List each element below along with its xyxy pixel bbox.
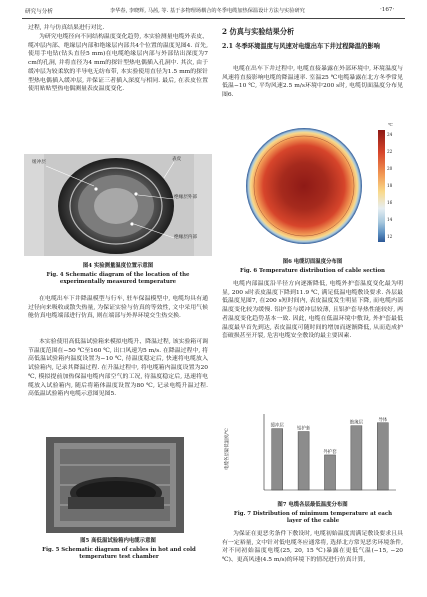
bar-1 (298, 432, 309, 490)
fig6-caption-cn: 图6 电缆切面温度分布图 (282, 259, 343, 265)
colorbar-tick: 24 (387, 132, 393, 137)
section-2-1-title: 2.1 冬季环境温度与风速对电缆出车下井过程降温的影响 (222, 43, 380, 50)
fig4-label-skin: 表皮 (172, 157, 182, 162)
colorbar-tick: 20 (387, 166, 393, 171)
left-para-4: 本实验使用高低温试验箱来模拟电缆升、降温过程, 该实验箱可调节温度范围在−50 ℃至160 ℃, 出口风速为5 m/s. 在降温过程中, 将高低温试验箱内温度设置为−10 ℃, 待温度稳定后, 快速将电缆放入试验箱内, 记录其降温过程. 在升温过程中, 将电缆箱内温度设置为20 ℃, 模拟提前加热保温电缆内部空气的工况, 待温度稳定后, 迅速将电缆放入试验箱内, 随后将箱体温度设置为80 ℃, 记录电缆升温过程. 高低温试验箱内电缆示意图见图5. (28, 339, 208, 398)
fig6-caption-en: Fig. 6 Temperature distribution of cable section (240, 268, 385, 274)
bar-2 (324, 455, 335, 490)
header-section: 研究与分析 (25, 9, 53, 15)
bar-4 (377, 423, 388, 490)
fig4-caption-cn: 图4 实验测量温度位置示意图 (82, 263, 154, 269)
cable-cross-section-photo (24, 154, 212, 256)
fig4-label-insulation-inner: 绝缘层内部 (174, 235, 197, 240)
right-para-1: 电缆在出车下井过程中, 电缆直接暴露在外部环境中, 环境温度与风速将直接影响电缆的降温速率. 室温25 ℃电缆暴露在北方冬季常见低温−10 ℃, 平均风速2.5 m/s环境中200 s时, 电缆切面温度分布见图6. (222, 66, 403, 99)
left-para-2: 为研究电缆径向不同结构温度变化趋势, 本实验测量电缆外表皮、缆冲层内部、绝缘层内部和绝缘层内部共4个位置的温度见图4. 首先, 使用手电钻(钻头直径5 mm)在电缆绝缘层内部与外部钻出深度为7 cm的孔洞, 并将直径为4 mm的探针型热电偶插入孔洞中. 其次, 由于缓冲层为较柔软的半导电无纺布带, 本实验使用直径为1.5 mm的探针型热电偶插入缓冲层, 并保证三者插入深度与相同. 最后, 在表皮位置使用贴贴型热电偶测量表皮温度变化. (28, 34, 208, 93)
header-citation: 李华春, 李晓辉, 马茜, 等. 基于多物理场耦合的冬季电缆加热保温设计方法与实验研究 (110, 8, 305, 14)
bar-label-1: 铝护套 (297, 426, 311, 432)
right-para-2: 电缆内部温度沿半径方向逐渐降低, 电缆外护套温度变化最为明显, 200 s时表皮温度下降到11.9 ℃, 满足低温电缆敷设要求. 各层最低温度见图7, 在200 s短时间内, 表皮温度发生明显下降, 而电缆内部温度变化较为缓慢. 铝护套与缓冲层较薄, 且铝护套导热性能较好, 两者温度变化趋势基本一致. 因此, 电缆在低温环境中敷设, 外护套最低温度最早首先到达, 表皮温度可随时间的增加而逐渐降低, 从而造成护套破损甚至开裂, 危害电缆安全敷设的最主要因素. (222, 281, 403, 340)
bar-label-3: 绝缘层 (349, 420, 363, 426)
fig4-label-buffer: 缓冲层 (32, 160, 46, 165)
temperature-contour-plot (238, 122, 398, 250)
section-2-title: 2 仿真与实验结果分析 (222, 27, 295, 36)
bar-label-4: 导体 (378, 417, 388, 423)
bar-label-2: 外护套 (323, 449, 337, 455)
left-para-1: 过程, 并与仿真结果进行对比. (28, 25, 105, 31)
bar-label-0: 缓冲层 (270, 423, 284, 429)
test-chamber-photo (46, 437, 184, 533)
colorbar-tick: 16 (387, 200, 393, 205)
colorbar-tick: 22 (387, 149, 393, 154)
colorbar-unit: ℃ (388, 122, 393, 127)
figure-6 (238, 122, 398, 250)
fig7-caption-cn: 图7 电缆各层最低温度分布图 (277, 502, 348, 508)
page-number: ·167· (380, 7, 395, 13)
right-para-3: 为保证在更恶劣条件下敷设时, 电缆初始温度需满足敷设要求且具有一定裕量, 文中针对低电缆冬应通常将, 选择北方常见恶劣环境条件, 对不同初始温度电缆(25, 20, 15 ℃)暴露在更低气温(−15, −20 ℃)、更高风速(4.5 m/s)的环境下的情况进行仿真计算, (222, 531, 403, 564)
colorbar-tick: 14 (387, 217, 393, 222)
fig5-caption-cn: 图5 高低温试验箱内电缆示意图 (80, 538, 156, 544)
fig7-caption-en: Fig. 7 Distribution of minimum temperature at each layer of the cable (233, 511, 393, 525)
min-temperature-bar-chart (226, 410, 402, 498)
header-rule (22, 18, 405, 19)
bar-3 (351, 426, 362, 490)
figure-4 (24, 154, 212, 256)
bar-0 (272, 429, 283, 490)
fig4-label-insulation-outer: 绝缘层外部 (174, 195, 197, 200)
fig7-ylabel: 电缆各层最低温度/℃ (224, 428, 230, 470)
figure-5 (46, 437, 184, 533)
figure-7 (226, 410, 402, 498)
fig5-caption-en: Fig. 5 Schematic diagram of cables in hot and cold temperature test chamber (42, 547, 196, 561)
colorbar-tick: 12 (387, 234, 393, 239)
colorbar-tick: 18 (387, 183, 393, 188)
left-para-3: 在电缆出车下井降温模型与行车, 驻车保温模型中, 电缆均具有通过径向来吸收或散失热量, 为保证实验与仿真的等效性, 文中采用气候舱仿真电缆端部进行仿真, 则在端部与外界环境交生热交换. (28, 296, 208, 320)
fig4-caption-en: Fig. 4 Schematic diagram of the location of the experimentally measured temperature (46, 272, 190, 286)
